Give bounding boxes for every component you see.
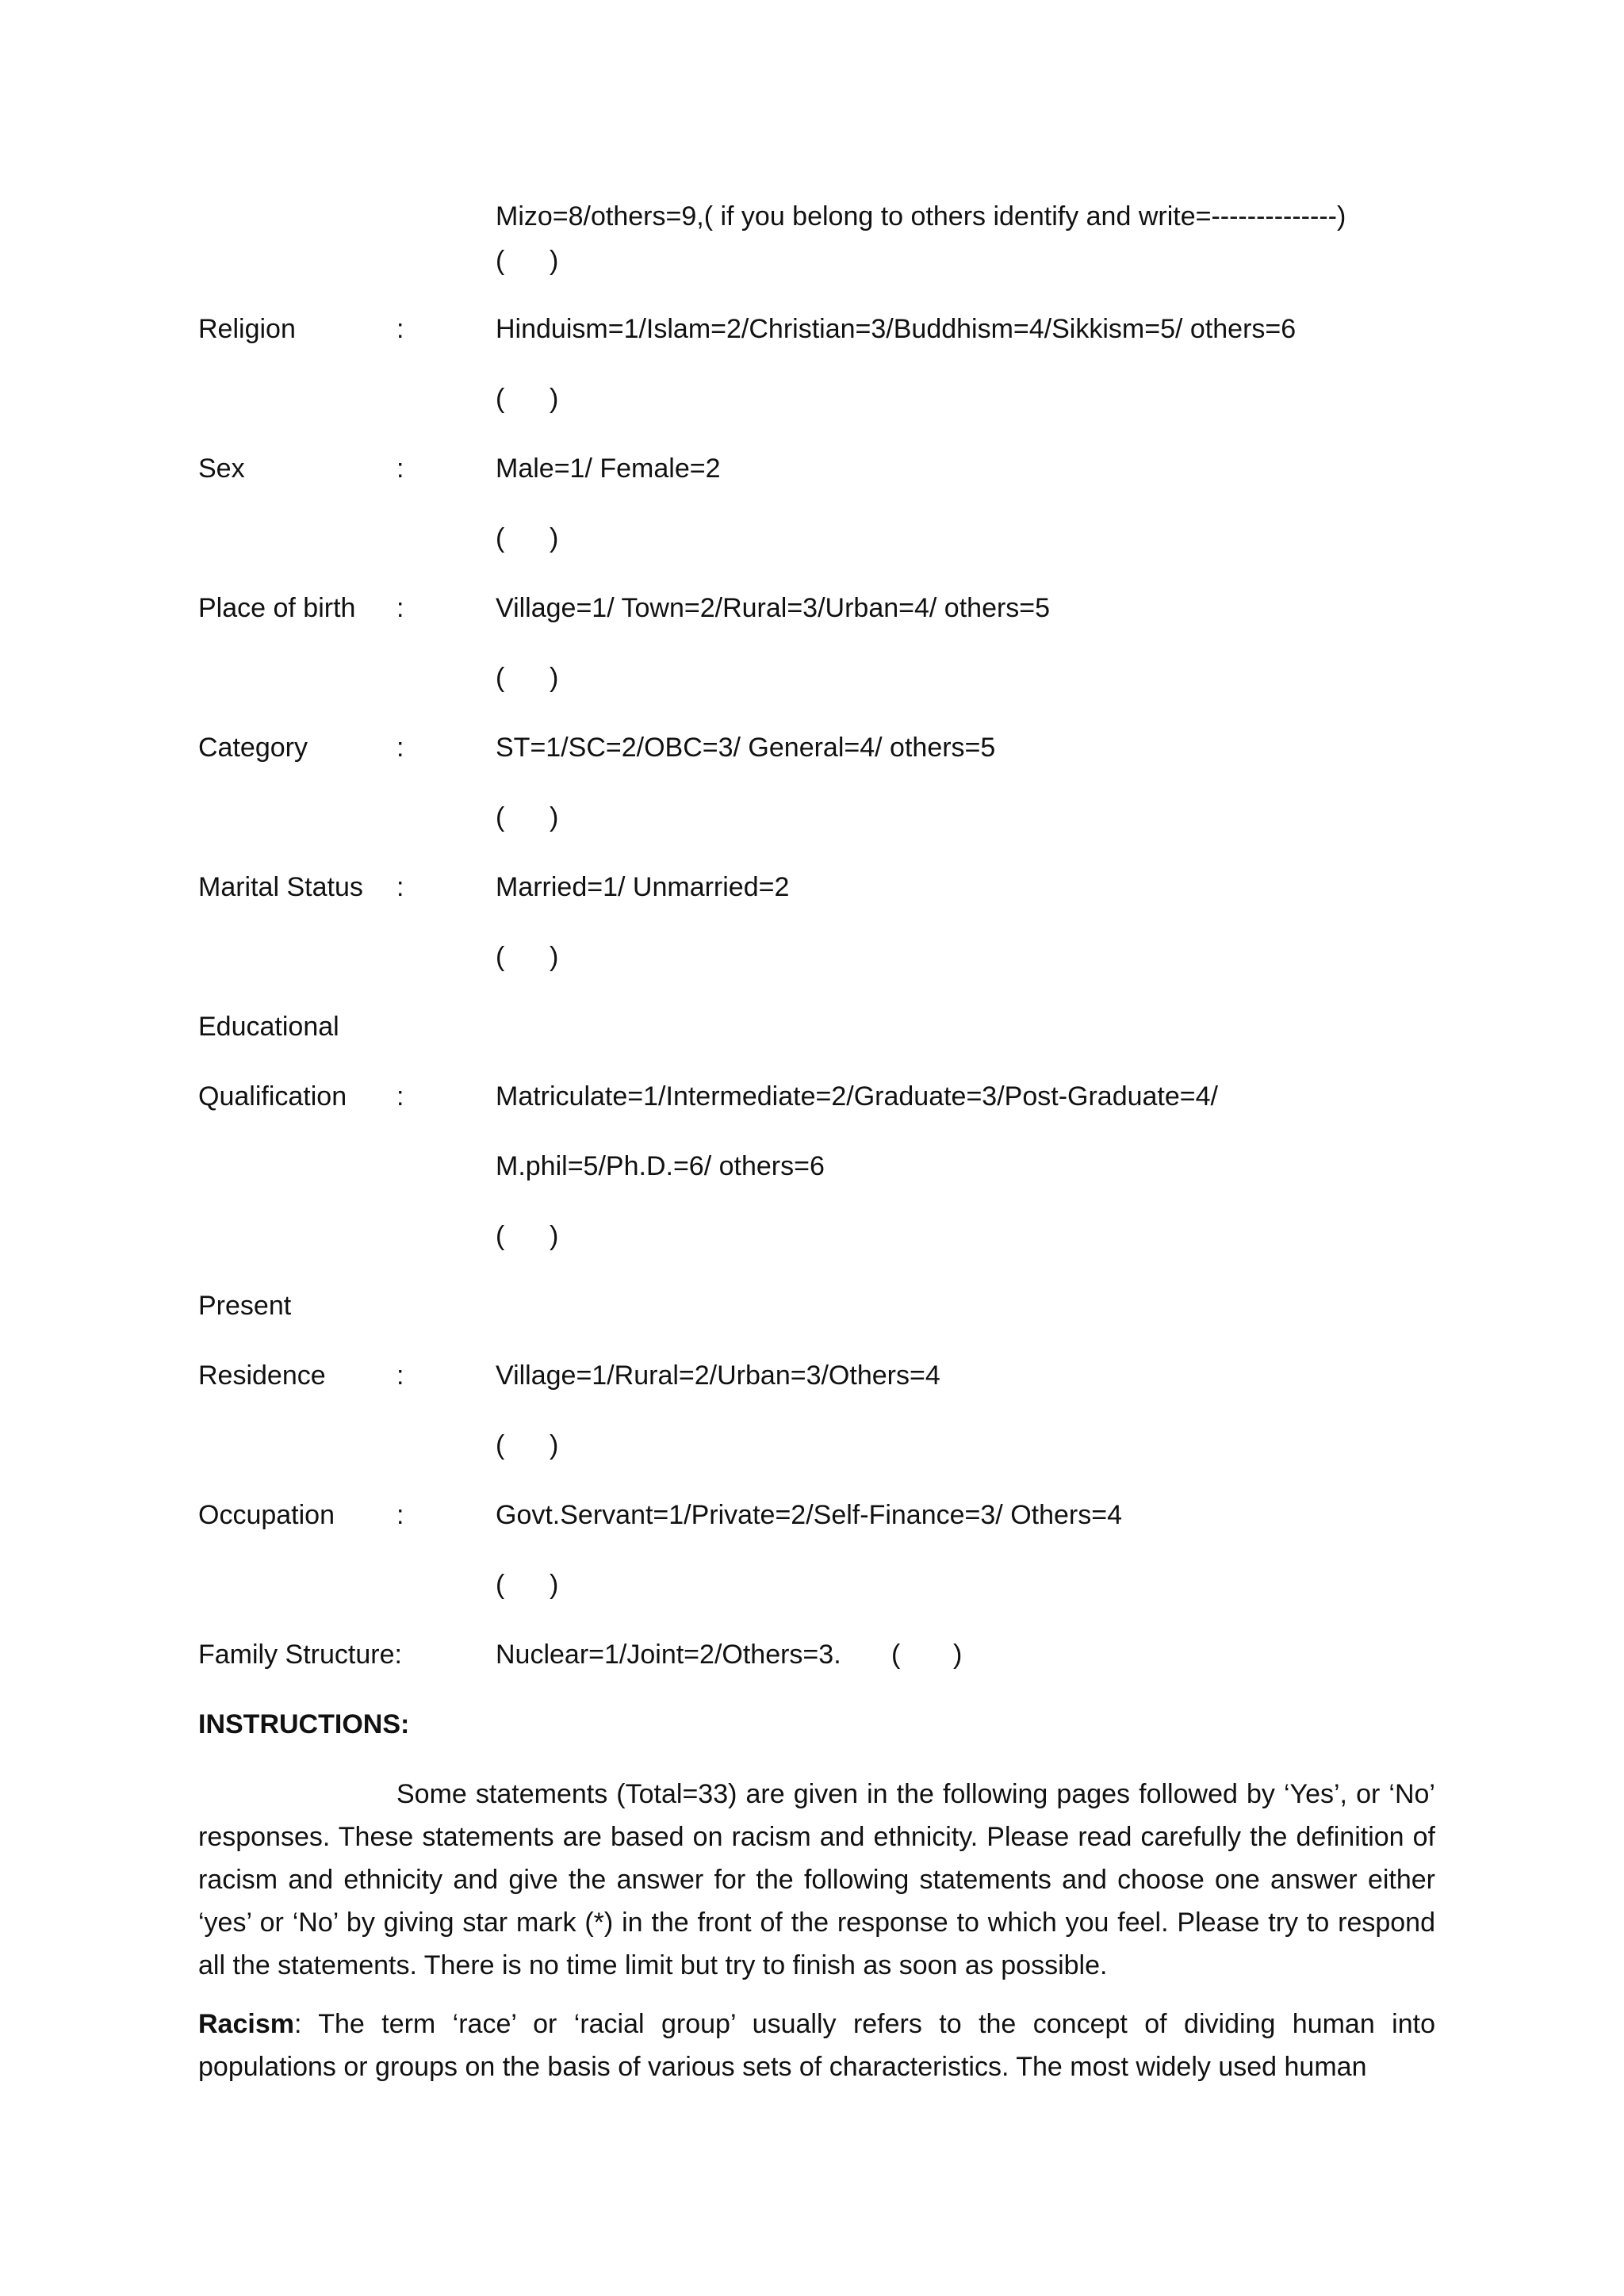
racism-paragraph	[198, 2003, 1435, 2088]
colon: :	[396, 733, 404, 763]
response-box: ( )	[496, 1430, 559, 1460]
field-label-category: Category	[198, 733, 308, 763]
response-box: ( )	[496, 942, 559, 972]
response-box: ( )	[496, 663, 559, 693]
colon: :	[396, 314, 404, 344]
field-label-place-of-birth: Place of birth	[198, 593, 356, 623]
racism-definition: : The term ‘race’ or ‘racial group’ usually refers to the concept of dividing human into populations or groups on the basis of various sets of characteristics. The most widely used human	[198, 2009, 1435, 2082]
field-label-religion: Religion	[198, 314, 296, 344]
instructions-paragraph	[198, 1773, 1435, 1987]
mizo-options: Mizo=8/others=9,( if you belong to others identify and write=--------------)	[496, 201, 1346, 232]
religion-options: Hinduism=1/Islam=2/Christian=3/Buddhism=4/Sikkism=5/ others=6	[496, 314, 1297, 344]
response-box: ( )	[891, 1640, 963, 1670]
field-label-educational: Educational	[198, 1012, 339, 1042]
response-box: ( )	[496, 523, 559, 553]
qualification-options-line1: Matriculate=1/Intermediate=2/Graduate=3/Post-Graduate=4/	[496, 1081, 1218, 1112]
family-structure-options: Nuclear=1/Joint=2/Others=3.	[496, 1640, 841, 1670]
colon: :	[396, 1500, 404, 1530]
instructions-heading: INSTRUCTIONS:	[198, 1709, 410, 1739]
sex-options: Male=1/ Female=2	[496, 453, 721, 484]
field-label-family-structure: Family Structure:	[198, 1640, 402, 1670]
field-label-present: Present	[198, 1291, 292, 1321]
occupation-options: Govt.Servant=1/Private=2/Self-Finance=3/ Others=4	[496, 1500, 1122, 1530]
response-box: ( )	[496, 1221, 559, 1251]
colon: :	[396, 872, 404, 902]
field-label-qualification: Qualification	[198, 1081, 347, 1112]
colon: :	[396, 1360, 404, 1391]
category-options: ST=1/SC=2/OBC=3/ General=4/ others=5	[496, 733, 996, 763]
colon: :	[396, 453, 404, 484]
field-label-residence: Residence	[198, 1360, 326, 1391]
response-box: ( )	[496, 246, 559, 276]
colon: :	[396, 1081, 404, 1112]
field-label-marital-status: Marital Status	[198, 872, 363, 902]
response-box: ( )	[496, 384, 559, 414]
marital-status-options: Married=1/ Unmarried=2	[496, 872, 790, 902]
colon: :	[396, 593, 404, 623]
response-box: ( )	[496, 1570, 559, 1600]
field-label-sex: Sex	[198, 453, 245, 484]
response-box: ( )	[496, 802, 559, 832]
place-of-birth-options: Village=1/ Town=2/Rural=3/Urban=4/ others=5	[496, 593, 1051, 623]
residence-options: Village=1/Rural=2/Urban=3/Others=4	[496, 1360, 940, 1391]
qualification-options-line2: M.phil=5/Ph.D.=6/ others=6	[496, 1151, 825, 1181]
instructions-text: Some statements (Total=33) are given in the following pages followed by ‘Yes’, or ‘No’ responses. These statements are based on racism and ethnicity. Please read carefully the definition of racism and ethnicity and give the answer for the following statements and choose one answer either ‘yes’ or ‘No’ by giving star mark (*) in the front of the response to which you feel. Please try to respond all the statements. There is no time limit but try to finish as soon as possible.	[198, 1779, 1435, 1980]
racism-term: Racism	[198, 2009, 294, 2039]
field-label-occupation: Occupation	[198, 1500, 335, 1530]
